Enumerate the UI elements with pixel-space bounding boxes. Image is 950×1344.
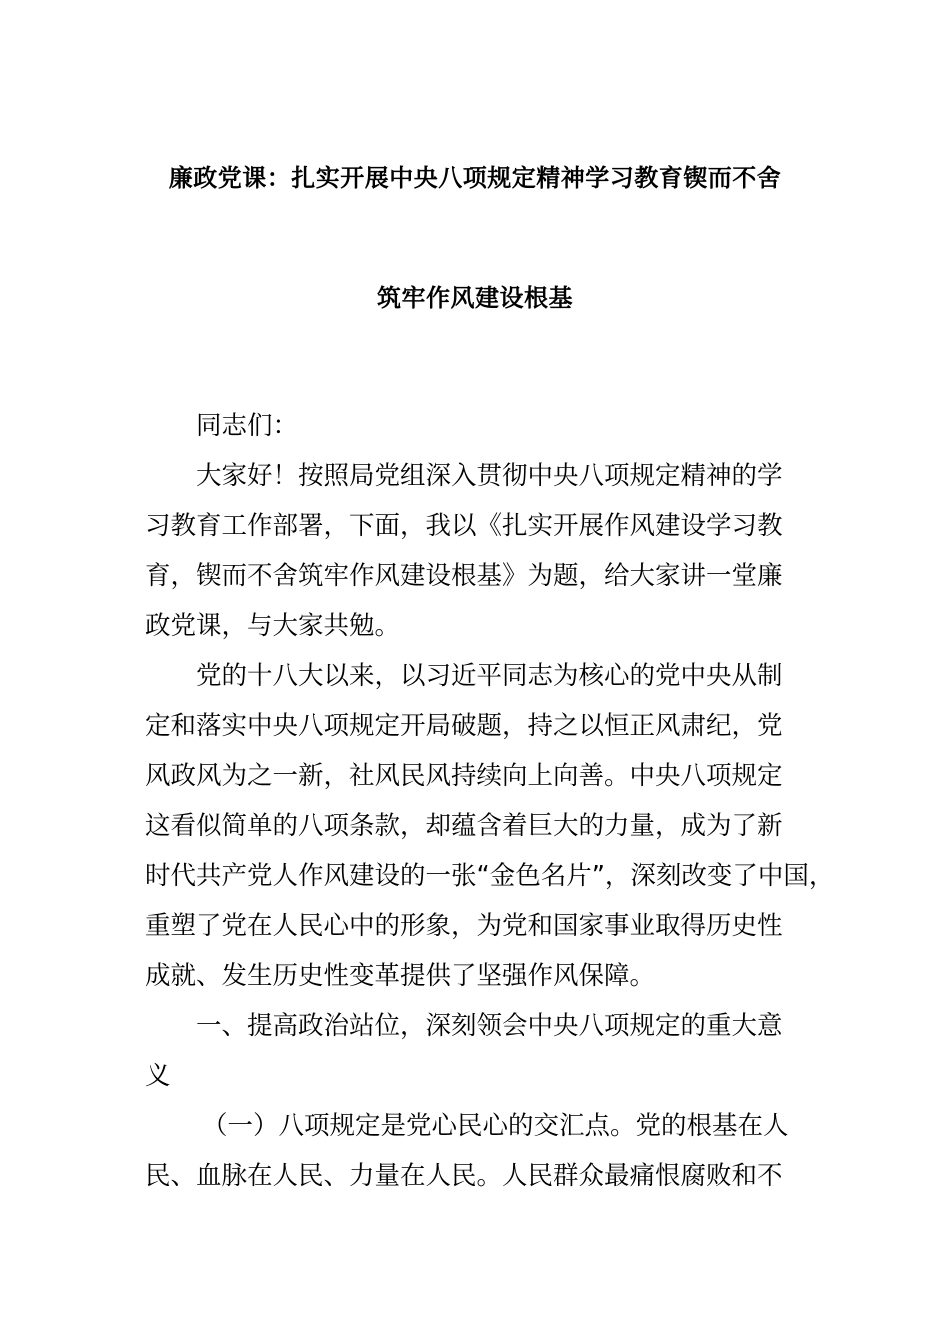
text-line: （一）八项规定是党心民心的交汇点。党的根基在人 [202,1111,789,1141]
text-line: 时代共产党人作风建设的一张“金色名片”，深刻改变了中国， [145,861,835,891]
text-line: 风政风为之一新，社风民风持续向上向善。中央八项规定 [145,761,783,791]
text-line: 义 [145,1061,171,1091]
text-line: 一、提高政治站位，深刻领会中央八项规定的重大意 [196,1011,783,1041]
text-line: 重塑了党在人民心中的形象，为党和国家事业取得历史性 [145,911,783,941]
text-line: 党的十八大以来，以习近平同志为核心的党中央从制 [196,661,783,691]
text-line: 这看似简单的八项条款，却蕴含着巨大的力量，成为了新 [145,811,783,841]
text-line: 同志们： [196,411,299,441]
document-title-line-2: 筑牢作风建设根基 [377,284,573,312]
text-line: 成就、发生历史性变革提供了坚强作风保障。 [145,961,656,991]
section-heading-1 [145,1001,845,1101]
text-line: 定和落实中央八项规定开局破题，持之以恒正风肃纪，党 [145,711,783,741]
intro-paragraph [145,651,845,1001]
greeting-paragraph [145,451,845,651]
subsection-paragraph-1 [145,1101,845,1201]
salutation-paragraph [145,401,845,451]
document-title-line-1: 廉政党课：扎实开展中央八项规定精神学习教育锲而不舍 [168,164,782,192]
text-line: 习教育工作部署，下面，我以《扎实开展作风建设学习教 [145,511,783,541]
text-line: 育，锲而不舍筑牢作风建设根基》为题，给大家讲一堂廉 [145,561,783,591]
text-line: 民、血脉在人民、力量在人民。人民群众最痛恨腐败和不 [145,1161,783,1191]
text-line: 大家好！按照局党组深入贯彻中央八项规定精神的学 [196,461,783,491]
text-line: 政党课，与大家共勉。 [145,611,401,641]
document-body [145,401,845,1201]
